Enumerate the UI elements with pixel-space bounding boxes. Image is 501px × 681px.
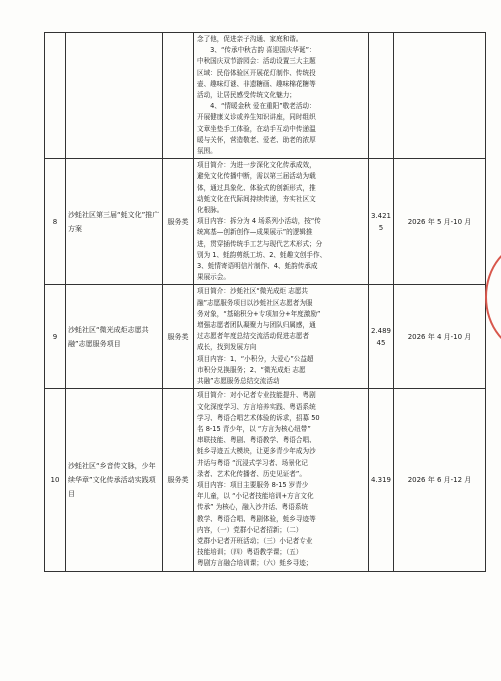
content-line: 进，贯穿插传统手工艺与现代艺术形式；分 [197,239,323,248]
content-line: 共融”志愿服务总结交流活动 [197,377,280,386]
row-number-cell: 8 [45,159,66,285]
content-line: 果展示会。 [197,273,230,282]
period-cell: 2026 年 4 月-10 月 [394,285,486,389]
content-line: 中秋国庆双节游园会：活动设置三大主题 [197,57,316,66]
content-line: 3、“传承中秋古韵 喜迎国庆华诞”： [197,46,316,55]
content-line: 别为 1、蚝韵剪纸工坊、2、蚝趣文创手作、 [197,250,327,259]
content-line: 项目简介：对小记者专业技能提升、粤剧 [197,391,316,400]
project-content-cell [194,285,369,389]
budget-cell [369,33,394,159]
row-number-cell: 9 [45,285,66,389]
project-content-cell [194,33,369,159]
content-line: 项目内容：拆分为 4 场系列小活动，按“传 [197,217,321,226]
period-cell: 2026 年 6 月-12 月 [394,389,486,571]
budget-cell: 4.319 [369,389,394,571]
content-line: 统寓基—创新创作—成果展示”的逻辑推 [197,228,313,237]
content-line: 文章坐垫手工体验，在动手互动中传递温 [197,124,316,133]
project-type-cell: 服务类 [163,389,194,571]
content-line: 氛围。 [197,147,217,156]
content-line: 项目内容：1、“小积分，大爱心”公益超 [197,354,314,363]
content-line: 内容，（一）党群小记者招新；（二） [197,525,303,534]
official-seal [481,242,501,352]
content-line: 开展健康义诊或养生知识讲座，同时组织 [197,113,316,122]
row-number-cell: 10 [45,389,66,571]
table-row [45,159,486,285]
content-line: 壶、趣味灯谜、非遗糖画、趣味棉花糖等 [197,79,316,88]
content-line: 3、蚝情寄语明信片制作、4、蚝韵传承成 [197,262,318,271]
content-line: 成长，找到发展方向 [197,343,257,352]
content-line: 市积分兑换服务；2、“微光成炬 志愿 [197,365,306,374]
content-line: 务对象，“基础积分+专项加分+年度激励” [197,309,321,318]
project-type-cell: 服务类 [163,159,194,285]
project-content-cell [194,159,369,285]
content-line: 串联技能、粤剧、粤语教学、粤语合唱、 [197,436,316,445]
content-line: 录者、艺术化传播者、历史见证者”。 [197,469,306,478]
content-line: 名 8-15 青少年，以 “方言为核心纽带” [197,424,311,433]
content-line: 项目简介：沙蚝社区“微光成炬 志愿共 [197,287,309,296]
content-line: 项目简介：为进一步深化文化传承成效， [197,161,316,170]
project-name-cell: 沙蚝社区第三届“蚝文化”推广方案 [66,159,163,285]
project-content-cell [194,389,369,571]
project-type-cell [163,33,194,159]
content-line: 文化深度学习、方言培养实践、粤语系统 [197,402,316,411]
content-line: 学习、粤语合唱艺术体验的诉求，招募 50 [197,413,320,422]
content-line: 技能培训；（四）粤语教学课；（五） [197,548,303,557]
content-line: 增强志愿者团队凝聚力与团队归属感，通 [197,321,316,330]
content-line: 活动，让居民感受传统文化魅力； [197,91,296,100]
content-line: 化根脉。 [197,206,224,215]
project-name-cell: 沙蚝社区“乡音传文脉，少年续华章”文化传承活动实践项目 [66,389,163,571]
budget-cell: 3.4215 [369,159,394,285]
content-line: 党群小记者开班活动；（三）小记者专业 [197,536,313,545]
content-line: 融”志愿服务项目以沙蚝社区志愿者为服 [197,298,313,307]
content-line: 动蚝文化在代际间持续传递，夯实社区文 [197,194,316,203]
project-table-body [45,33,486,572]
content-line: 粤剧方言融合培训课；（六）蚝乡寻迹； [197,559,313,568]
table-row [45,285,486,389]
content-line: 井话与粤语 “沉浸式学习者、场景化记 [197,458,309,467]
project-table [44,32,486,572]
content-line: 过志愿者年度总结交流活动促进志愿者 [197,332,310,341]
table-row [45,389,486,571]
content-line: 项目内容：项目主要服务 8-15 岁青少 [197,480,309,489]
content-line: 体，通过具象化、体验式的创新形式，推 [197,183,316,192]
project-name-cell [66,33,163,159]
project-type-cell: 服务类 [163,285,194,389]
content-line: 蚝乡寻迹五大模块，让更多青少年成为沙 [197,447,316,456]
project-name-cell: 沙蚝社区“微光成炬志愿共融”志愿服务项目 [66,285,163,389]
content-line: 念了他，促进亲子沟通、家庭和谐。 [197,35,303,43]
table-row [45,33,486,159]
period-cell [394,33,486,159]
content-line: 传承” 为核心，融入沙井话、粤语系统 [197,503,309,512]
content-line: 避免文化传播中断，需以第三届活动为载 [197,172,316,181]
budget-cell: 2.48945 [369,285,394,389]
content-line: 4、“情暖金秋 爱在重阳”敬老活动： [197,102,316,111]
content-line: 教学、粤语合唱、粤剧体验，蚝乡寻迹等 [197,514,316,523]
period-cell: 2026 年 5 月-10 月 [394,159,486,285]
seal-ring [485,242,501,352]
content-line: 暖与关怀，营造敬老、爱老、助老的浓厚 [197,135,316,144]
content-line: 区域：民俗体验区开展花灯制作、传统投 [197,68,316,77]
row-number-cell [45,33,66,159]
content-line: 年儿童，以 “小记者技能培训+方言文化 [197,492,314,501]
